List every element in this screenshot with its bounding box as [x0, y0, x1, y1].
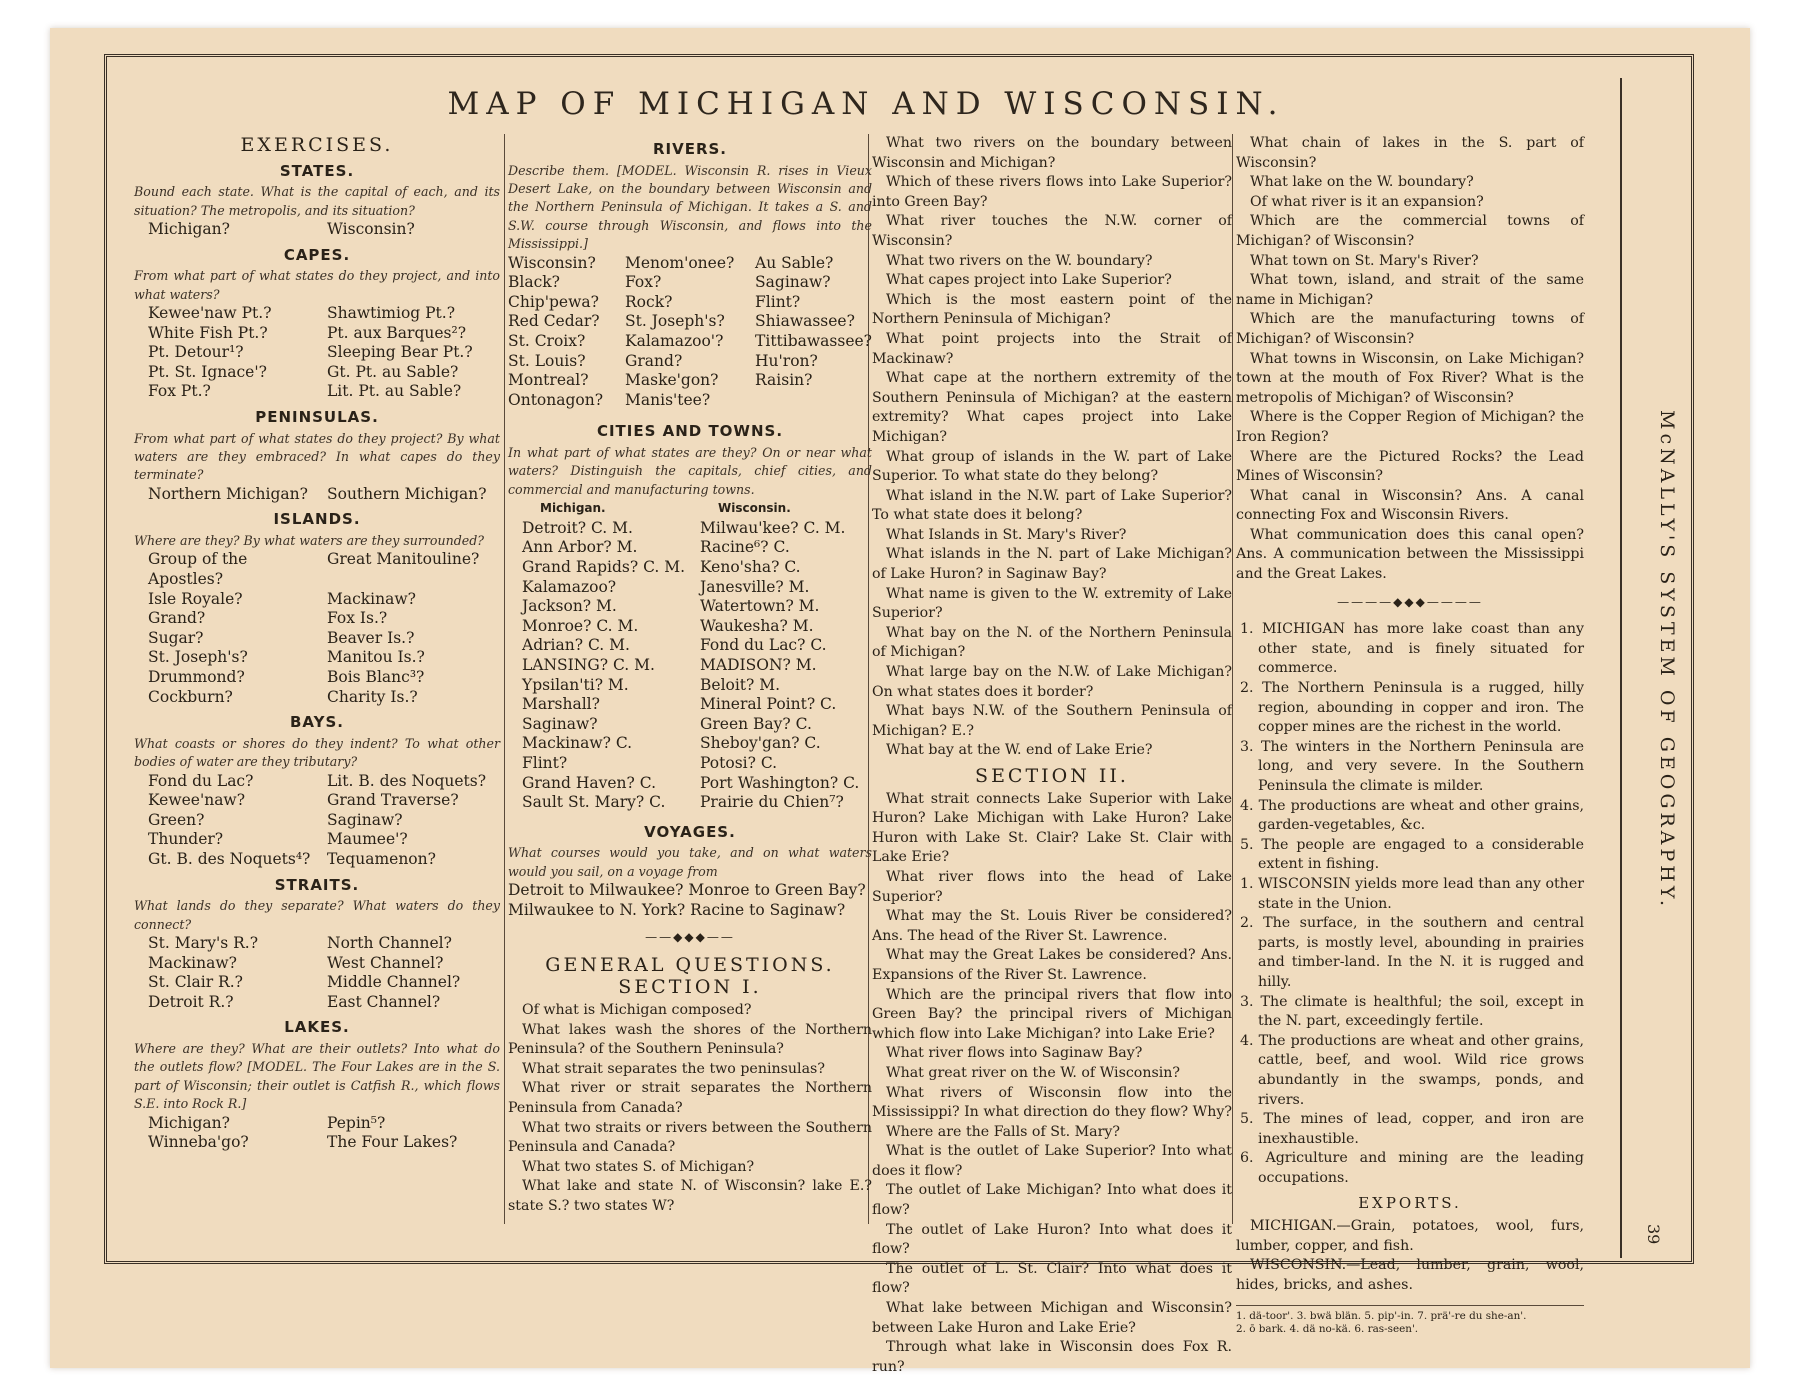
- straits-heading: STRAITS.: [274, 875, 360, 894]
- list-item: What name is given to the W. extremity of Lake Superior?: [872, 585, 1232, 622]
- list-item: Chip'pewa?: [508, 292, 599, 311]
- list-item: Of what is Michigan composed?: [522, 1002, 752, 1019]
- bays-list: [134, 772, 500, 870]
- list-item: What bays N.W. of the Southern Peninsula of Michigan? E.?: [872, 703, 1232, 739]
- list-item: Keno'sha? C.: [700, 557, 801, 576]
- list-item: Sleeping Bear Pt.?: [327, 343, 473, 362]
- list-item: Potosi? C.: [700, 753, 778, 772]
- list-item: What lake and state N. of Wisconsin? lake E.? state S.? two states W?: [508, 1178, 872, 1214]
- peninsulas-instruction: From what part of what states do they project? By what waters are they embraced? In what capes do they terminate?: [134, 430, 500, 483]
- list-item: Ann Arbor? M.: [522, 538, 638, 557]
- section-two-questions: [872, 790, 1232, 1378]
- straits-instruction: What lands do they separate? What waters do they connect?: [134, 898, 500, 932]
- list-item: 2. The Northern Peninsula is a rugged, hilly region, abounding in copper and iron. The copper mines are the richest in the world.: [1240, 680, 1584, 736]
- list-item: Black?: [508, 273, 560, 292]
- list-item: 1. MICHIGAN has more lake coast than any other state, and is finely situated for commerce.: [1240, 621, 1584, 677]
- footnote-line: 1. dä-toor'. 3. bwä blän. 5. pip'-in. 7. prä'-re du she-an'.: [1236, 1310, 1527, 1323]
- column-exercises: [134, 134, 500, 1153]
- list-item: MADISON? M.: [700, 655, 817, 674]
- list-item: What capes project into Lake Superior?: [886, 272, 1172, 289]
- list-item: 6. Agriculture and mining are the leading occupations.: [1240, 1150, 1584, 1186]
- list-item: What is the outlet of Lake Superior? Into what does it flow?: [872, 1143, 1232, 1179]
- list-item: What towns in Wisconsin, on Lake Michigan? town at the mouth of Fox River? What is the metropolis of Michigan? of Wisconsin?: [1236, 350, 1584, 406]
- list-item: Grand?: [148, 609, 206, 628]
- list-item: Grand Traverse?: [327, 791, 459, 810]
- wisconsin-facts: [1236, 875, 1584, 1189]
- list-item: Which are the manufacturing towns of Michigan? of Wisconsin?: [1236, 311, 1584, 347]
- list-item: West Channel?: [327, 953, 444, 972]
- peninsulas-heading: PENINSULAS.: [255, 407, 379, 426]
- list-item: St. Louis?: [508, 351, 586, 370]
- ornament-divider: ————◆◆◆————: [1337, 594, 1483, 609]
- wisconsin-subheading: Wisconsin.: [718, 501, 791, 516]
- states-instruction: Bound each state. What is the capital of each, and its situation? The metropolis, and its situation?: [134, 184, 500, 218]
- cities-heading: CITIES AND TOWNS.: [596, 422, 784, 441]
- list-item: Pt. Detour¹?: [148, 343, 244, 362]
- list-item: What great river on the W. of Wisconsin?: [886, 1064, 1181, 1081]
- column-divider: [1232, 134, 1233, 1224]
- list-item: Detroit? C. M.: [522, 518, 633, 537]
- list-item: What town on St. Mary's River?: [1250, 252, 1479, 269]
- list-item: St. Joseph's?: [625, 312, 725, 331]
- cities-subheadings: [508, 499, 872, 519]
- list-item: Pepin⁵?: [327, 1113, 386, 1132]
- list-item: Jackson? M.: [522, 597, 617, 616]
- list-item: What lake on the W. boundary?: [1250, 174, 1474, 191]
- list-item: Sugar?: [148, 628, 204, 647]
- list-item: What two straits or rivers between the Southern Peninsula and Canada?: [508, 1119, 872, 1156]
- list-item: Maske'gon?: [625, 371, 719, 390]
- page-title: MAP OF MICHIGAN AND WISCONSIN.: [447, 86, 1285, 122]
- list-item: The outlet of L. St. Clair? Into what does it flow?: [872, 1260, 1232, 1297]
- list-item: Green?: [148, 810, 205, 829]
- list-item: The outlet of Lake Huron? Into what does it flow?: [872, 1221, 1232, 1258]
- list-item: 4. The productions are wheat and other grains, cattle, beef, and wool. Wild rice grows abundantly in the swamps, ponds, and rivers.: [1240, 1032, 1584, 1108]
- list-item: St. Clair R.?: [148, 973, 243, 992]
- section-two-heading: SECTION II.: [975, 765, 1129, 787]
- side-title: McNALLY'S SYSTEM OF GEOGRAPHY.: [1656, 410, 1678, 911]
- list-item: Saginaw?: [327, 810, 403, 829]
- footnote-line: 2. ō bark. 4. dä no-kä. 6. ras-seen'.: [1236, 1323, 1419, 1336]
- list-item: What strait separates the two peninsulas?: [522, 1060, 825, 1077]
- list-item: Lit. Pt. au Sable?: [327, 382, 462, 401]
- list-item: Where are the Pictured Rocks? the Lead Mines of Wisconsin?: [1236, 448, 1584, 485]
- voyage-line: Milwaukee to N. York? Racine to Saginaw?: [508, 900, 846, 919]
- list-item: Tittibawassee?: [755, 332, 872, 350]
- list-item: Sheboy'gan? C.: [700, 734, 821, 753]
- list-item: What bay at the W. end of Lake Erie?: [886, 742, 1153, 759]
- ornament-divider: ——◆◆◆——: [645, 930, 735, 945]
- list-item: What river or strait separates the Northern Peninsula from Canada?: [508, 1080, 872, 1117]
- list-item: 2. The surface, in the southern and central parts, is mostly level, abounding in prairies and timber-land. In the N. it is rugged and hilly.: [1240, 915, 1584, 990]
- list-item: Thunder?: [148, 830, 224, 849]
- list-item: Michigan?: [148, 1113, 230, 1132]
- list-item: Detroit R.?: [148, 992, 234, 1011]
- list-item: Grand Haven? C.: [522, 773, 657, 792]
- list-item: Group of the Apostles?: [148, 550, 248, 588]
- list-item: What lakes wash the shores of the Northern Peninsula? of the Southern Peninsula?: [508, 1021, 872, 1058]
- list-item: What river touches the N.W. corner of Wisconsin?: [872, 213, 1232, 249]
- list-item: What cape at the northern extremity of the Southern Peninsula of Michigan? at the eastern extremity? What capes project into Lake Michigan?: [872, 370, 1232, 445]
- islands-instruction: Where are they? By what waters are they surrounded?: [134, 532, 485, 548]
- list-item: Tequamenon?: [327, 849, 436, 868]
- list-item: 3. The winters in the Northern Peninsula are long, and very severe. In the Southern Peninsula the climate is milder.: [1240, 738, 1584, 794]
- list-item: Middle Channel?: [327, 973, 461, 992]
- states-list: [134, 220, 500, 240]
- list-item: 1. WISCONSIN yields more lead than any other state in the Union.: [1240, 875, 1584, 912]
- list-item: Michigan?: [148, 220, 230, 238]
- rivers-heading: RIVERS.: [652, 140, 728, 158]
- list-item: Pt. St. Ignace'?: [148, 362, 267, 381]
- list-item: Menom'onee?: [625, 253, 735, 272]
- sidebar-divider: [1620, 78, 1622, 1258]
- section-one-questions: [508, 1001, 872, 1217]
- list-item: Cockburn?: [148, 687, 233, 706]
- pronunciation-footnotes: [1236, 1305, 1584, 1336]
- list-item: What may the St. Louis River be considered? Ans. The head of the River St. Lawrence.: [872, 908, 1232, 944]
- islands-list: [134, 550, 500, 707]
- section-one-heading: SECTION I.: [618, 976, 762, 999]
- list-item: Flint?: [755, 292, 801, 311]
- list-item: Gt. Pt. au Sable?: [327, 362, 459, 381]
- list-item: Rock?: [625, 292, 673, 311]
- list-item: What canal in Wisconsin? Ans. A canal connecting Fox and Wisconsin Rivers.: [1236, 487, 1584, 524]
- lakes-list: [134, 1114, 500, 1153]
- list-item: Kewee'naw Pt.?: [148, 304, 272, 322]
- list-item: Drummond?: [148, 667, 245, 686]
- list-item: Adrian? C. M.: [522, 636, 630, 655]
- list-item: Gt. B. des Noquets⁴?: [148, 849, 311, 868]
- exports-wisconsin: WISCONSIN.—Lead, lumber, grain, wool, hides, bricks, and ashes.: [1236, 1257, 1584, 1293]
- list-item: St. Croix?: [508, 332, 586, 350]
- rivers-instruction: Describe them. [MODEL. Wisconsin R. rises in Vieux Desert Lake, on the boundary between Wisconsin and the Northern Peninsula of Michigan. It takes a S. and S.W. course through Wisconsin, and flows into the Mississippi.]: [508, 162, 872, 252]
- list-item: Hu'ron?: [755, 351, 818, 370]
- more-questions: [1236, 134, 1584, 585]
- list-item: Grand?: [625, 351, 683, 370]
- list-item: Raisin?: [755, 371, 813, 390]
- list-item: What point projects into the Strait of Mackinaw?: [872, 330, 1232, 367]
- michigan-subheading: Michigan.: [540, 501, 606, 516]
- list-item: Isle Royale?: [148, 589, 243, 608]
- section-one-questions-cont: [872, 134, 1232, 761]
- list-item: 5. The mines of lead, copper, and iron are inexhaustible.: [1240, 1111, 1584, 1147]
- list-item: Wisconsin?: [508, 253, 596, 272]
- michigan-facts: [1236, 620, 1584, 875]
- cities-list: [508, 519, 872, 813]
- list-item: Of what river is it an expansion?: [1250, 193, 1484, 210]
- list-item: What strait connects Lake Superior with Lake Huron? Lake Michigan with Lake Huron? Lake Huron with Lake St. Clair? Lake St. Clair with Lake Erie?: [872, 790, 1232, 866]
- list-item: Southern Michigan?: [327, 484, 487, 503]
- list-item: White Fish Pt.?: [148, 323, 268, 342]
- list-item: Mineral Point? C.: [700, 695, 837, 714]
- capes-instruction: From what part of what states do they project, and into what waters?: [134, 268, 500, 302]
- list-item: Green Bay? C.: [700, 714, 812, 733]
- list-item: Monroe? C. M.: [522, 616, 639, 635]
- list-item: Janesville? M.: [700, 577, 810, 596]
- list-item: What two rivers on the boundary between Wisconsin and Michigan?: [872, 135, 1232, 171]
- list-item: What chain of lakes in the S. part of Wisconsin?: [1236, 135, 1584, 171]
- list-item: Mackinaw?: [148, 953, 237, 972]
- cities-instruction: In what part of what states are they? On or near what waters? Distinguish the capitals, chief cities, and commercial and manufacturing towns.: [508, 444, 872, 497]
- list-item: What group of islands in the W. part of Lake Superior. To what state do they belong?: [872, 448, 1232, 485]
- list-item: Which are the commercial towns of Michigan? of Wisconsin?: [1236, 213, 1584, 249]
- capes-heading: CAPES.: [283, 245, 351, 264]
- list-item: Mackinaw? C.: [522, 734, 633, 753]
- page-number: 39: [1644, 1224, 1663, 1245]
- list-item: Saginaw?: [522, 714, 598, 733]
- lakes-heading: LAKES.: [284, 1018, 350, 1037]
- list-item: Mackinaw?: [327, 589, 416, 608]
- list-item: What river flows into the head of Lake Superior?: [872, 868, 1232, 905]
- list-item: What river flows into Saginaw Bay?: [886, 1045, 1143, 1062]
- list-item: Manitou Is.?: [327, 648, 425, 667]
- rivers-list: [508, 254, 872, 411]
- list-item: St. Mary's R.?: [148, 933, 259, 952]
- islands-heading: ISLANDS.: [273, 510, 361, 529]
- list-item: What islands in the N. part of Lake Michigan? of Lake Huron? in Saginaw Bay?: [872, 546, 1232, 583]
- list-item: Kalamazoo'?: [625, 332, 724, 350]
- list-item: St. Joseph's?: [148, 648, 248, 667]
- list-item: Marshall?: [522, 695, 600, 714]
- list-item: Where are the Falls of St. Mary?: [886, 1123, 1121, 1140]
- list-item: Fond du Lac? C.: [700, 636, 827, 655]
- column-rivers-cities: [508, 134, 872, 1217]
- list-item: Flint?: [522, 753, 568, 772]
- voyage-line: Detroit to Milwaukee? Monroe to Green Bay?: [508, 881, 866, 900]
- list-item: What Islands in St. Mary's River?: [886, 526, 1127, 543]
- list-item: What lake between Michigan and Wisconsin? between Lake Huron and Lake Erie?: [872, 1300, 1232, 1336]
- list-item: [755, 391, 872, 411]
- column-facts: [1236, 134, 1584, 1336]
- list-item: Lit. B. des Noquets?: [327, 771, 487, 790]
- list-item: What may the Great Lakes be considered? Ans. Expansions of the River St. Lawrence.: [872, 947, 1232, 983]
- list-item: Which of these rivers flows into Lake Superior? into Green Bay?: [872, 174, 1232, 210]
- list-item: 4. The productions are wheat and other grains, garden-vegetables, &c.: [1240, 797, 1584, 834]
- column-divider: [504, 134, 505, 1224]
- list-item: Kalamazoo?: [522, 577, 617, 596]
- list-item: Montreal?: [508, 371, 589, 390]
- list-item: East Channel?: [327, 992, 441, 1011]
- exports-heading: EXPORTS.: [1358, 1194, 1462, 1213]
- list-item: Kewee'naw?: [148, 791, 246, 810]
- list-item: Maumee'?: [327, 830, 408, 849]
- list-item: Winneba'go?: [148, 1133, 249, 1152]
- list-item: LANSING? C. M.: [522, 655, 655, 674]
- list-item: Through what lake in Wisconsin does Fox R. run?: [872, 1339, 1232, 1375]
- list-item: What two rivers on the W. boundary?: [886, 252, 1153, 269]
- list-item: Port Washington? C.: [700, 773, 860, 792]
- list-item: 3. The climate is healthful; the soil, except in the N. part, exceedingly fertile.: [1240, 993, 1584, 1030]
- list-item: Shawtimiog Pt.?: [327, 304, 456, 322]
- list-item: Beaver Is.?: [327, 628, 415, 647]
- voyages-instruction: What courses would you take, and on what waters would you sail, on a voyage from: [508, 845, 872, 879]
- exercises-heading: EXERCISES.: [240, 134, 394, 156]
- list-item: Red Cedar?: [508, 312, 600, 331]
- list-item: Au Sable?: [755, 253, 834, 272]
- list-item: Milwau'kee? C. M.: [700, 518, 846, 537]
- exports-michigan: MICHIGAN.—Grain, potatoes, wool, furs, lumber, copper, and fish.: [1236, 1218, 1584, 1254]
- list-item: The Four Lakes?: [327, 1133, 458, 1152]
- states-heading: STATES.: [279, 161, 355, 180]
- column-questions: [872, 134, 1232, 1377]
- list-item: Ontonagon?: [508, 390, 604, 409]
- list-item: Manis'tee?: [625, 390, 711, 409]
- list-item: Sault St. Mary? C.: [522, 793, 666, 812]
- list-item: What rivers of Wisconsin flow into the Mississippi? In what direction do they flow? Why?: [872, 1084, 1232, 1121]
- list-item: Fox Is.?: [327, 609, 388, 628]
- list-item: What bay on the N. of the Northern Peninsula of Michigan?: [872, 624, 1232, 661]
- list-item: Saginaw?: [755, 273, 831, 292]
- list-item: Northern Michigan?: [148, 484, 308, 503]
- bays-instruction: What coasts or shores do they indent? To what other bodies of water are they tributary?: [134, 735, 500, 770]
- straits-list: [134, 934, 500, 1012]
- list-item: Pt. aux Barques²?: [327, 323, 467, 342]
- list-item: Which are the principal rivers that flow into Green Bay? the principal rivers of Michigan which flow into Lake Michigan? into Lake Erie?: [872, 986, 1232, 1042]
- list-item: What large bay on the N.W. of Lake Michigan? On what states does it border?: [872, 664, 1232, 700]
- list-item: What island in the N.W. part of Lake Superior? To what state does it belong?: [872, 487, 1232, 524]
- list-item: Fond du Lac?: [148, 771, 254, 790]
- list-item: What communication does this canal open? Ans. A communication between the Mississippi and the Great Lakes.: [1236, 526, 1584, 583]
- list-item: Prairie du Chien⁷?: [700, 793, 844, 812]
- list-item: Waukesha? M.: [700, 616, 814, 635]
- list-item: Racine⁶? C.: [700, 538, 790, 557]
- list-item: Ypsilan'ti? M.: [522, 675, 629, 694]
- bays-heading: BAYS.: [290, 713, 344, 732]
- list-item: What town, island, and strait of the same name in Michigan?: [1236, 272, 1584, 308]
- list-item: Which is the most eastern point of the Northern Peninsula of Michigan?: [872, 291, 1232, 328]
- voyages-heading: VOYAGES.: [644, 822, 736, 841]
- list-item: What two states S. of Michigan?: [522, 1158, 755, 1175]
- list-item: Where is the Copper Region of Michigan? the Iron Region?: [1236, 409, 1584, 445]
- list-item: Shiawassee?: [755, 312, 855, 331]
- list-item: The outlet of Lake Michigan? Into what does it flow?: [872, 1182, 1232, 1219]
- list-item: North Channel?: [327, 933, 452, 952]
- list-item: Beloit? M.: [700, 675, 781, 694]
- lakes-instruction: Where are they? What are their outlets? Into what do the outlets flow? [MODEL. The Four Lakes are in the S. part of Wisconsin; their outlet is Catfish R., which flows S.E. into Rock R.]: [134, 1040, 500, 1112]
- list-item: 5. The people are engaged to a considerable extent in fishing.: [1240, 836, 1584, 873]
- list-item: Bois Blanc³?: [327, 667, 425, 686]
- capes-list: [134, 304, 500, 402]
- list-item: Charity Is.?: [327, 687, 418, 706]
- list-item: Watertown? M.: [700, 597, 820, 616]
- general-questions-heading: GENERAL QUESTIONS.: [545, 953, 835, 976]
- list-item: Fox Pt.?: [148, 382, 211, 401]
- peninsulas-list: [134, 485, 500, 505]
- list-item: Great Manitouline?: [327, 550, 480, 569]
- list-item: Wisconsin?: [327, 220, 415, 238]
- list-item: Grand Rapids? C. M.: [522, 557, 686, 576]
- list-item: Fox?: [625, 273, 662, 292]
